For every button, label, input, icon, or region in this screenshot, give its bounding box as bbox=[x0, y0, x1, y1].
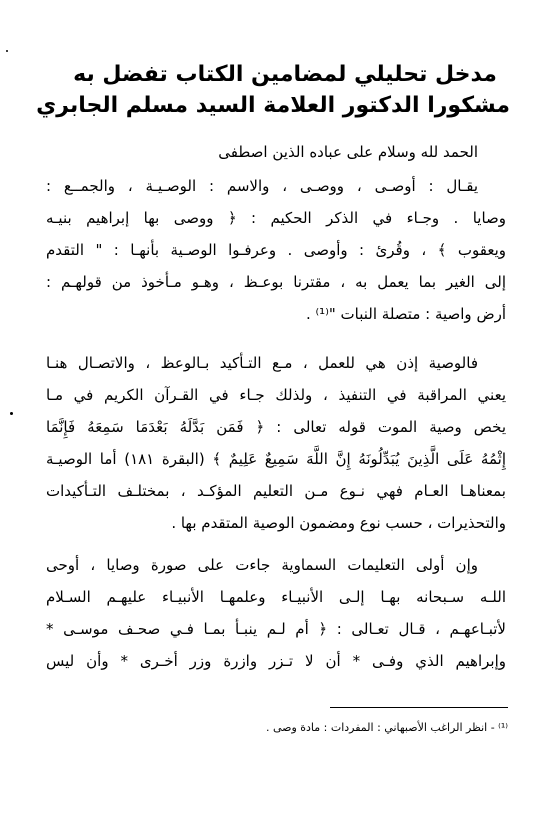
paragraph-line: إلى الغير بما يعمل به ، مقترنا بوعـظ ، وهـو مـأخوذ من قولهـم : bbox=[46, 273, 506, 291]
paragraph-line: والتحذيرات ، حسب نوع ومضمون الوصية المتقدم بها . bbox=[171, 514, 506, 532]
scan-speck bbox=[6, 50, 8, 52]
paragraph-line: إِثْمُهُ عَلَى الَّذِينَ يُبَدِّلُونَهُ إِنَّ اللَّهَ سَمِيعٌ عَلِيمٌ ﴾ (البقرة ١٨١) أما الوصيـة bbox=[46, 450, 506, 468]
footnote: ⁽¹⁾ - انظر الراغب الأصبهاني : المفردات : مادة وصى . bbox=[265, 721, 508, 734]
paragraph-line: يعني المراقبة في التنفيذ ، ولذلك جـاء في القـرآن الكريم في مـا bbox=[46, 386, 506, 404]
paragraph-line: وإبراهيم الذي وفـى * أن لا تـزر وازرة وزر أخـرى * وأن ليس bbox=[46, 652, 506, 670]
scan-speck bbox=[10, 412, 13, 415]
paragraph-line: يخص وصية الموت قوله تعالى : ﴿ فَمَن بَدَّلَهُ بَعْدَمَا سَمِعَهُ فَإِنَّمَا bbox=[46, 418, 506, 436]
opening-line: الحمد لله وسلام على عباده الذين اصطفى bbox=[218, 143, 478, 161]
paragraph-line: اللـه سـبحانه بهـا إلـى الأنبيـاء وعلمهـا الأنبيـاء عليهـم السـلام bbox=[46, 588, 506, 606]
paragraph-line: أرض واصية : متصلة النبات "⁽¹⁾ . bbox=[305, 305, 506, 323]
paragraph-line: وصايا . وجـاء في الذكر الحكيم : ﴿ ووصى بها إبراهيم بنيـه bbox=[46, 209, 506, 227]
paragraph-line: ويعقوب ﴾ ، وقُرئ : وأوصى . وعرفـوا الوصـية بأنهـا : " التقدم bbox=[46, 241, 506, 259]
paragraph-line: فالوصية إذن هي للعمل ، مـع التـأكيد بـالوعظ ، والاتصـال هنـا bbox=[46, 354, 478, 372]
paragraph-line: يقـال : أوصـى ، ووصـى ، والاسم : الوصـيـة ، والجمــع : bbox=[46, 177, 478, 195]
paragraph-line: وإن أولى التعليمات السماوية جاءت على صورة وصايا ، أوحى bbox=[46, 556, 478, 574]
paragraph-line: بمعناهـا العـام فهي نـوع مـن التعليم المؤكـد ، بمختلـف التـأكيدات bbox=[46, 482, 506, 500]
paragraph-line: لأتبـاعهـم ، قـال تعـالى : ﴿ أم لـم ينبـأ بمـا فـي صحـف موسـى * bbox=[46, 620, 506, 638]
heading-line-2: مشكورا الدكتور العلامة السيد مسلم الجابري bbox=[36, 93, 510, 118]
footnote-separator bbox=[330, 707, 508, 708]
heading-line-1: مدخل تحليلي لمضامين الكتاب تفضل به bbox=[73, 62, 497, 87]
